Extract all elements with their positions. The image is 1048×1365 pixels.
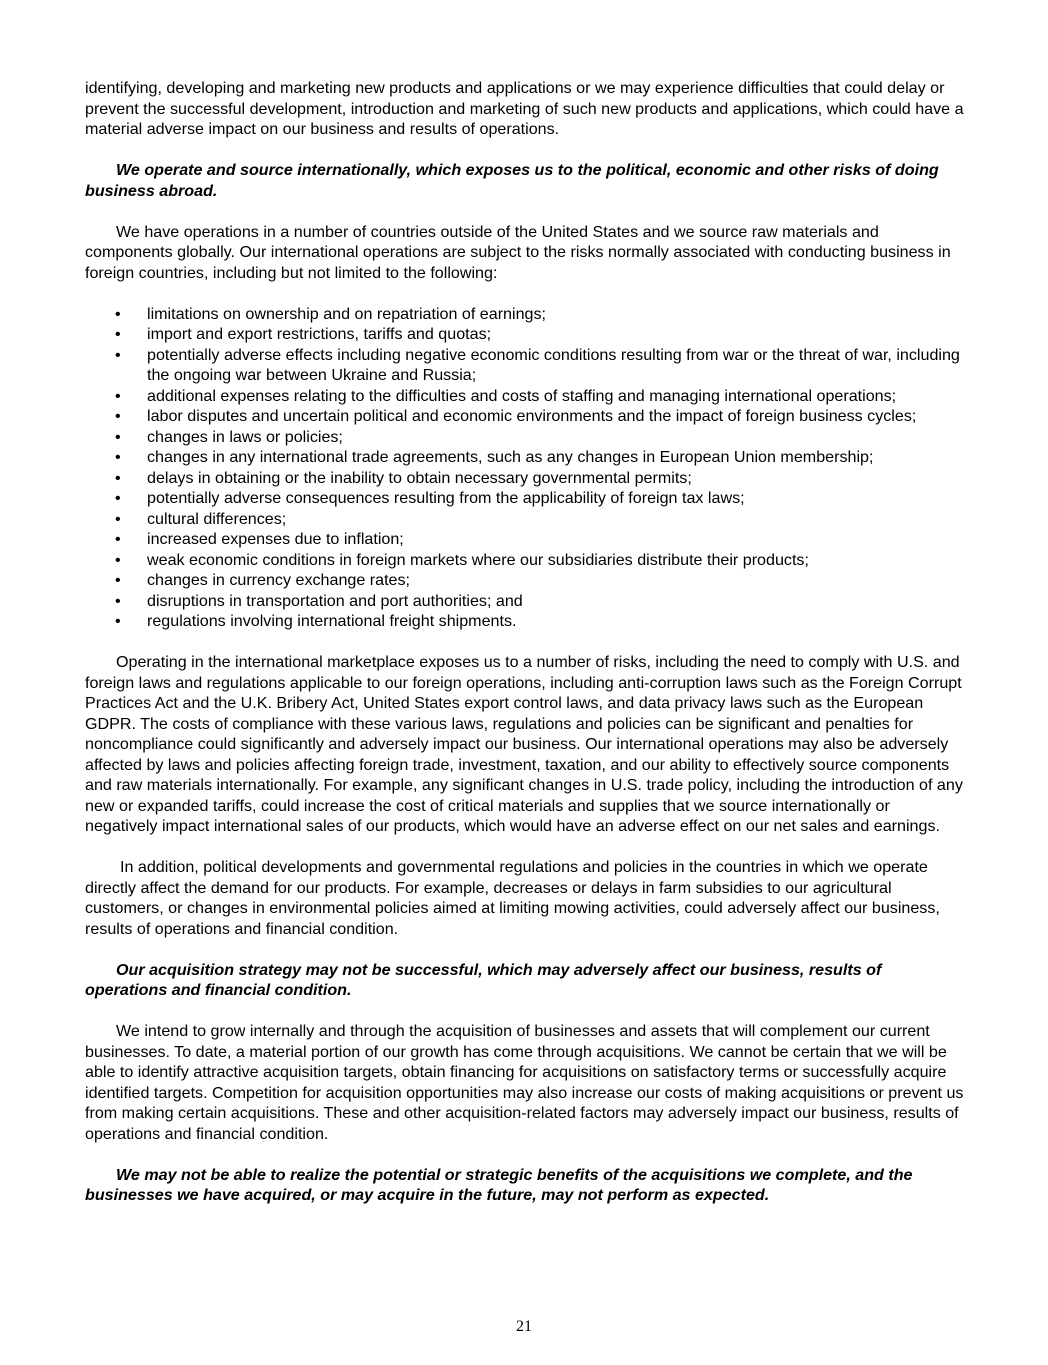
bullet-marker: • <box>115 407 121 425</box>
list-item-text: delays in obtaining or the inability to obtain necessary governmental permits; <box>147 468 692 487</box>
list-item <box>85 509 965 530</box>
list-item-text: potentially adverse effects including negative economic conditions resulting from war or the threat of war, including the ongoing war between Ukraine and Russia; <box>147 345 960 384</box>
list-item <box>85 591 965 612</box>
bullet-marker: • <box>115 509 121 528</box>
bullet-marker: • <box>115 448 121 466</box>
bullet-marker: • <box>115 591 121 610</box>
list-item <box>85 324 965 345</box>
bullet-marker: • <box>115 427 121 446</box>
list-item-text: disruptions in transportation and port authorities; and <box>147 591 523 610</box>
bullet-marker: • <box>115 571 121 589</box>
list-item-text: increased expenses due to inflation; <box>147 530 404 548</box>
list-item <box>85 611 965 632</box>
list-item <box>85 468 965 489</box>
bullet-marker: • <box>115 612 121 630</box>
list-item-text: potentially adverse consequences resulting from the applicability of foreign tax laws; <box>147 489 745 507</box>
page-number: 21 <box>516 1318 532 1335</box>
list-item-text: limitations on ownership and on repatriation of earnings; <box>147 304 547 323</box>
list-item <box>85 550 965 571</box>
bullet-marker: • <box>115 386 121 405</box>
list-item <box>85 529 965 550</box>
list-item <box>85 427 965 448</box>
list-item <box>85 386 965 407</box>
bullet-marker: • <box>115 304 121 323</box>
bullet-marker: • <box>115 489 121 507</box>
bullet-marker: • <box>115 550 121 569</box>
bullet-marker: • <box>115 325 121 343</box>
list-item-text: cultural differences; <box>147 509 287 528</box>
bullet-marker: • <box>115 468 121 487</box>
list-item <box>85 345 965 386</box>
list-item-text: changes in any international trade agreements, such as any changes in European Union membership; <box>147 448 874 466</box>
paragraph-political-developments: In addition, political developments and governmental regulations and policies in the countries in which we operate directly affect the demand for our products. For example, decreases or delays in farm subsidies to our agricultural customers, or changes in environmental policies aimed at limiting mowing activities, could adversely affect our business, results of operations and financial condition. <box>85 858 940 938</box>
paragraph-continuation: identifying, developing and marketing new products and applications or we may experience difficulties that could delay or prevent the successful development, introduction and marketing of such new products and applications, which could have a material adverse impact on our business and results of operations. <box>85 79 964 138</box>
paragraph-compliance-risks: Operating in the international marketplace exposes us to a number of risks, including the need to comply with U.S. and foreign laws and regulations applicable to our foreign operations, including anti-corruption laws such as the Foreign Corrupt Practices Act and the U.K. Bribery Act, United States export control laws, and data privacy laws such as the European GDPR. The costs of compliance with these various laws, regulations and policies can be significant and penalties for noncompliance could significantly and adversely impact our business. Our international operations may also be adversely affected by laws and policies affecting foreign trade, investment, taxation, and our ability to effectively source components and raw materials internationally. For example, any significant changes in U.S. trade policy, including the introduction of any new or expanded tariffs, could increase the cost of critical materials and supplies that we source internationally or negatively impact international sales of our products, which would have an adverse effect on our net sales and earnings. <box>85 653 963 835</box>
list-item-text: weak economic conditions in foreign markets where our subsidiaries distribute their products; <box>147 550 809 569</box>
risk-heading-acquisition-strategy: Our acquisition strategy may not be successful, which may adversely affect our business, results of operations and financial condition. <box>85 960 882 999</box>
list-item <box>85 406 965 427</box>
list-item-text: labor disputes and uncertain political and economic environments and the impact of foreign business cycles; <box>147 407 917 425</box>
list-item-text: changes in laws or policies; <box>147 427 343 446</box>
list-item-text: changes in currency exchange rates; <box>147 571 411 589</box>
paragraph-acquisition-growth: We intend to grow internally and through the acquisition of businesses and assets that will complement our current businesses. To date, a material portion of our growth has come through acquisitions. We cannot be certain that we will be able to identify attractive acquisition targets, obtain financing for acquisitions on satisfactory terms or successfully acquire identified targets. Competition for acquisition opportunities may also increase our costs of making acquisitions or prevent us from making certain acquisitions. These and other acquisition-related factors may adversely impact our business, results of operations and financial condition. <box>85 1022 964 1143</box>
list-item <box>85 488 965 509</box>
risk-heading-acquisition-benefits: We may not be able to realize the potential or strategic benefits of the acquisitions we complete, and the businesses we have acquired, or may acquire in the future, may not perform as expected. <box>85 1165 913 1204</box>
list-item-text: import and export restrictions, tariffs and quotas; <box>147 325 492 343</box>
list-item <box>85 570 965 591</box>
list-item-text: regulations involving international freight shipments. <box>147 612 517 630</box>
list-item-text: additional expenses relating to the difficulties and costs of staffing and managing international operations; <box>147 386 897 405</box>
list-item <box>85 447 965 468</box>
risk-bullet-list <box>85 304 965 632</box>
bullet-marker: • <box>115 345 121 364</box>
document-page <box>85 78 965 1226</box>
risk-heading-international: We operate and source internationally, which exposes us to the political, economic and other risks of doing business abroad. <box>85 161 939 200</box>
paragraph-international-operations: We have operations in a number of countries outside of the United States and we source raw materials and components globally. Our international operations are subject to the risks normally associated with conducting business in foreign countries, including but not limited to the following: <box>85 222 951 282</box>
list-item <box>85 304 965 325</box>
bullet-marker: • <box>115 530 121 548</box>
